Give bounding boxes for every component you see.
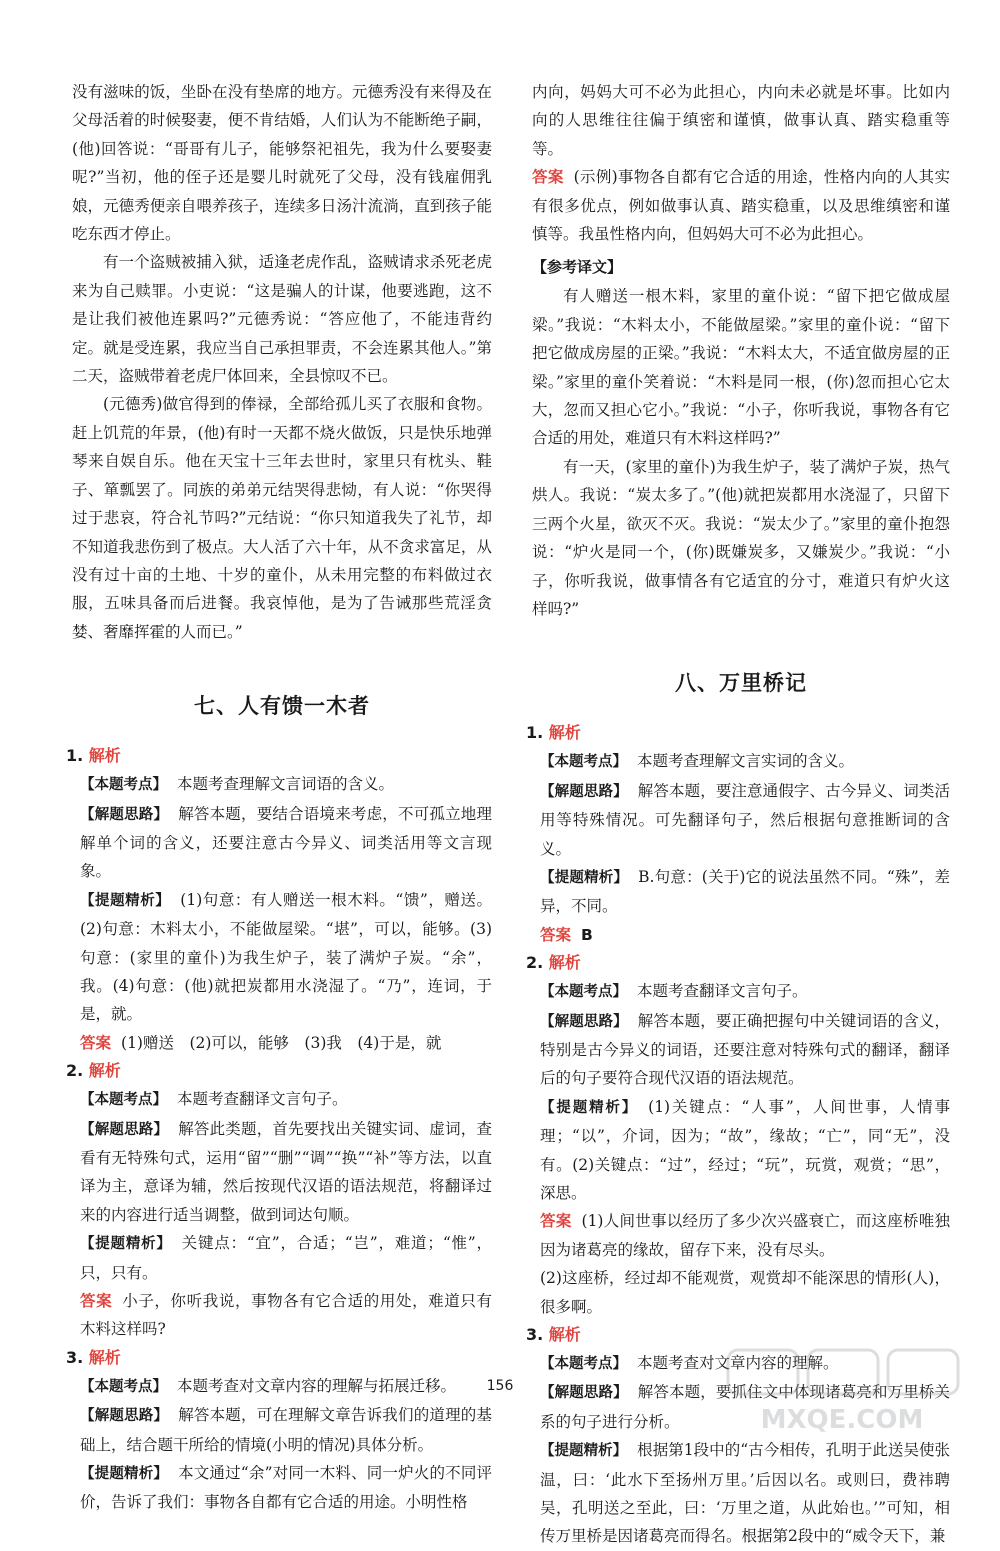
section-title: 八、万里桥记 [675, 671, 807, 696]
translation-paragraph: 有人赠送一根木料，家里的童仆说：“留下把它做成屋梁。”我说：“木料太小，不能做屋梁。”家里的童仆说：“留下把它做成房屋的正梁。”我说：“木料太大，不适宜做房屋的正梁。”家里的童仆笑着说：“木料是同一根，(你)忽而担心它太大，忽而又担心它小。”我说：“小子，你听我说，事物各有它合适的用处，难道只有木料这样吗?” [532, 287, 950, 448]
analysis-tag: 解析 [88, 746, 121, 766]
analysis-detail-text: 本文通过“余”对同一木料、同一炉火的不同评价，告诉了我们：事物各自都有它合适的用途。小明性格 [80, 1464, 492, 1512]
watermark-logo [722, 1344, 992, 1438]
solution-idea-text: 解答本题，要抓住文中体现诸葛亮和万里桥关系的句子进行分析。 [540, 1383, 950, 1431]
analysis-tag: 解析 [548, 723, 581, 743]
answer-label: 答案 [80, 1033, 112, 1052]
translation-paragraph: 有一天，(家里的童仆)为我生炉子，装了满炉子炭，热气烘人。我说：“炭太多了。”(他)就把炭都用水浇湿了，只留下三两个火星，欲灭不灭。我说：“炭太少了。”家里的童仆抱怨说：“炉火是同一个，(你)既嫌炭多，又嫌炭少。”我说：“小子，你听我说，做事情各有它适宜的分寸，难道只有炉火这样吗?” [532, 457, 950, 618]
question-number: 2. [66, 1061, 84, 1081]
answer [80, 1287, 492, 1344]
analysis-detail [540, 1436, 950, 1551]
question-number: 3. [526, 1325, 544, 1345]
question-number: 3. [66, 1347, 84, 1367]
analysis-detail [80, 886, 492, 1029]
exam-point-text: 本题考查理解文言实词的含义。 [637, 752, 855, 771]
translation-paragraph: 有一个盗贼被捕入狱，适逢老虎作乱，盗贼请求杀死老虎来为自己赎罪。小吏说：“这是骗人的计谋，他要逃跑，这不是让我们被他连累吗?”元德秀说：“答应他了，不能违背约定。就是受连累，我应当自己承担罪责，不会连累其他人。”第二天，盗贼带着老虎尸体回来，全县惊叹不已。 [72, 253, 492, 386]
exam-point-label: 【本题考点】 [540, 1356, 627, 1373]
left-column [66, 78, 493, 1517]
answer-text: (示例)事物各自都有它合适的用途，性格内向的人其实有很多优点，例如做事认真、踏实稳重，以及思维缜密和谨慎等。我虽性格内向，但妈妈大可不必为此担心。 [532, 168, 950, 244]
solution-idea [540, 1007, 950, 1093]
analysis-continued: 内向，妈妈大可不必为此担心，内向未必就是坏事。比如内向的人思维往往偏于缜密和谨慎，做事认真、踏实稳重等等。 [532, 83, 950, 158]
solution-idea-label: 【解题思路】 [540, 1385, 628, 1402]
analysis-detail-label: 【提题精析】 [540, 1443, 628, 1460]
solution-idea [540, 777, 950, 863]
answer [80, 1029, 492, 1057]
analysis-detail-label: 【提题精析】 [540, 1099, 639, 1116]
exam-point-label: 【本题考点】 [80, 1378, 167, 1395]
analysis-tag: 解析 [548, 953, 581, 973]
analysis-detail [540, 863, 950, 921]
answer-text: (1)人间世事以经历了多少次兴盛衰亡，而这座桥唯独因为诸葛亮的缘故，留存下来，没有尽头。 [540, 1212, 950, 1259]
answer-label: 答案 [540, 925, 572, 944]
right-column [526, 78, 951, 1551]
answer [540, 921, 950, 949]
analysis-tag: 解析 [88, 1061, 121, 1081]
exam-point-text: 本题考查翻译文言句子。 [637, 982, 808, 1001]
analysis-detail-text: (1)关键点：“人事”，人间世事，人情事理；“以”，介词，因为；“故”，缘故；“亡”，同“无”，没有。(2)关键点：“过”，经过；“玩”，玩赏，观赏；“思”，深思。 [540, 1097, 950, 1202]
analysis-detail-text: B.句意：(关于)它的说法虽然不同。“殊”，差异，不同。 [540, 867, 951, 916]
exam-point-text: 本题考查翻译文言句子。 [177, 1090, 348, 1109]
analysis-detail [80, 1229, 492, 1287]
translation-paragraph: (元德秀)做官得到的俸禄，全部给孤儿买了衣服和食物。赶上饥荒的年景，(他)有时一天都不烧火做饭，只是快乐地弹琴来自娱自乐。他在天宝十三年去世时，家里只有枕头、鞋子、箪瓢罢了。同族的弟弟元结哭得悲恸，有人说：“你哭得过于悲哀，符合礼节吗?”元结说：“你只知道我失了礼节，却不知道我悲伤到了极点。大人活了六十年，从不贪求富足，从没有过十亩的土地、十岁的童仆，从未用完整的布料做过衣服，五味具备而后进餐。我哀悼他，是为了告诫那些荒淫贪婪、奢靡挥霍的人而已。” [72, 395, 492, 641]
question-heading [66, 1344, 492, 1372]
exam-point [80, 770, 492, 799]
answer [532, 163, 950, 248]
svg-text:MXQE.COM: MXQE.COM [760, 1405, 924, 1435]
solution-idea [80, 800, 492, 886]
analysis-detail-text: 根据第1段中的“古今相传，孔明于此送吴使张温，曰：‘此水下至扬州万里。’后因以名。或则曰，费祎聘吴，孔明送之至此，曰：‘万里之道，从此始也。’”可知，相传万里桥是因诸葛亮而得名。根据第2段中的“威令天下，兼 [540, 1441, 950, 1546]
exam-point-text: 本题考查对文章内容的理解与拓展迁移。 [177, 1376, 457, 1395]
exam-point-label: 【本题考点】 [540, 984, 627, 1001]
solution-idea [80, 1115, 492, 1230]
answer-continued: (2)这座桥，经过却不能观赏，观赏却不能深思的情形(人)，很多啊。 [540, 1269, 950, 1316]
answer [540, 1207, 950, 1264]
exam-point-text: 本题考查对文章内容的理解。 [637, 1354, 839, 1373]
exam-point-text: 本题考查理解文言词语的含义。 [177, 775, 395, 794]
exam-point [80, 1085, 492, 1114]
answer-label: 答案 [540, 1212, 572, 1231]
question-heading [526, 719, 950, 747]
analysis-detail-label: 【提题精析】 [80, 1466, 169, 1483]
section-title: 七、人有馈一木者 [194, 694, 370, 719]
solution-idea-text: 解答此类题，首先要找出关键实词、虚词，查看有无特殊句式，运用“留”“删”“调”“换”“补”等方法，以直译为主，意译为辅，然后按现代汉语的语法规范，将翻译过来的内容进行适当调整，做到词达句顺。 [80, 1119, 492, 1224]
analysis-detail-text: (1)句意：有人赠送一根木料。“馈”，赠送。(2)句意：木料太小，不能做屋梁。“堪”，可以，能够。(3)句意：(家里的童仆)为我生炉子，装了满炉子炭。“余”，我。(4)句意：(他)就把炭都用水浇湿了。“乃”，连词，于是，就。 [80, 890, 493, 1024]
solution-idea-label: 【解题思路】 [80, 1121, 169, 1138]
question-number: 1. [526, 723, 544, 743]
analysis-tag: 解析 [88, 1347, 121, 1367]
question-number: 2. [526, 953, 544, 973]
translation-paragraph: 没有滋味的饭，坐卧在没有垫席的地方。元德秀没有来得及在父母活着的时候娶妻，便不肯结婚，人们认为不能断绝子嗣，(他)回答说：“哥哥有儿子，能够祭祀祖先，我为什么要娶妻呢?”当初，他的侄子还是婴儿时就死了父母，没有钱雇佣乳娘，元德秀便亲自喂养孩子，连续多日汤汁流淌，直到孩子能吃东西才停止。 [72, 83, 492, 244]
answer-label: 答案 [532, 168, 564, 187]
answer-text: B [581, 925, 593, 944]
analysis-detail-text: 关键点：“宜”，合适；“岂”，难道；“惟”，只，只有。 [80, 1234, 493, 1282]
reference-translation-heading: 【参考译文】 [532, 258, 623, 277]
page-number: 156 [486, 1378, 514, 1394]
exam-point [540, 977, 950, 1006]
exam-point [540, 747, 950, 776]
exam-point-label: 【本题考点】 [80, 777, 167, 794]
exam-point-label: 【本题考点】 [540, 754, 627, 771]
solution-idea-label: 【解题思路】 [80, 1408, 169, 1425]
question-heading [66, 742, 492, 770]
solution-idea-text: 解答本题，要正确把握句中关键词语的含义，特别是古今异义的词语，还要注意对特殊句式的翻译，翻译后的句子要符合现代汉语的语法规范。 [540, 1011, 950, 1088]
question-heading [66, 1057, 492, 1085]
answer-text: 小子，你听我说，事物各有它合适的用处，难道只有木料这样吗? [80, 1292, 492, 1339]
solution-idea-text: 解答本题，要注意通假字、古今异义、词类活用等特殊情况。可先翻译句子，然后根据句意推断词的含义。 [540, 781, 950, 858]
answer-text: (1)赠送 (2)可以，能够 (3)我 (4)于是，就 [121, 1033, 442, 1052]
analysis-detail [540, 1093, 950, 1208]
solution-idea-label: 【解题思路】 [540, 1013, 628, 1030]
analysis-detail-label: 【提题精析】 [80, 892, 171, 909]
question-number: 1. [66, 746, 84, 766]
solution-idea-label: 【解题思路】 [540, 783, 628, 800]
analysis-detail-label: 【提题精析】 [540, 869, 629, 886]
question-heading [526, 949, 950, 977]
analysis-tag: 解析 [548, 1325, 581, 1345]
solution-idea [80, 1401, 492, 1459]
solution-idea-text: 解答本题，可在理解文章告诉我们的道理的基础上，结合题干所给的情境(小明的情况)具体分析。 [80, 1406, 492, 1454]
analysis-detail-label: 【提题精析】 [80, 1236, 172, 1253]
answer-label: 答案 [80, 1292, 113, 1311]
exam-point-label: 【本题考点】 [80, 1092, 167, 1109]
analysis-detail [80, 1459, 492, 1517]
solution-idea-label: 【解题思路】 [80, 806, 169, 823]
solution-idea-text: 解答本题，要结合语境来考虑，不可孤立地理解单个词的含义，还要注意古今异义、词类活用等文言现象。 [80, 804, 492, 881]
